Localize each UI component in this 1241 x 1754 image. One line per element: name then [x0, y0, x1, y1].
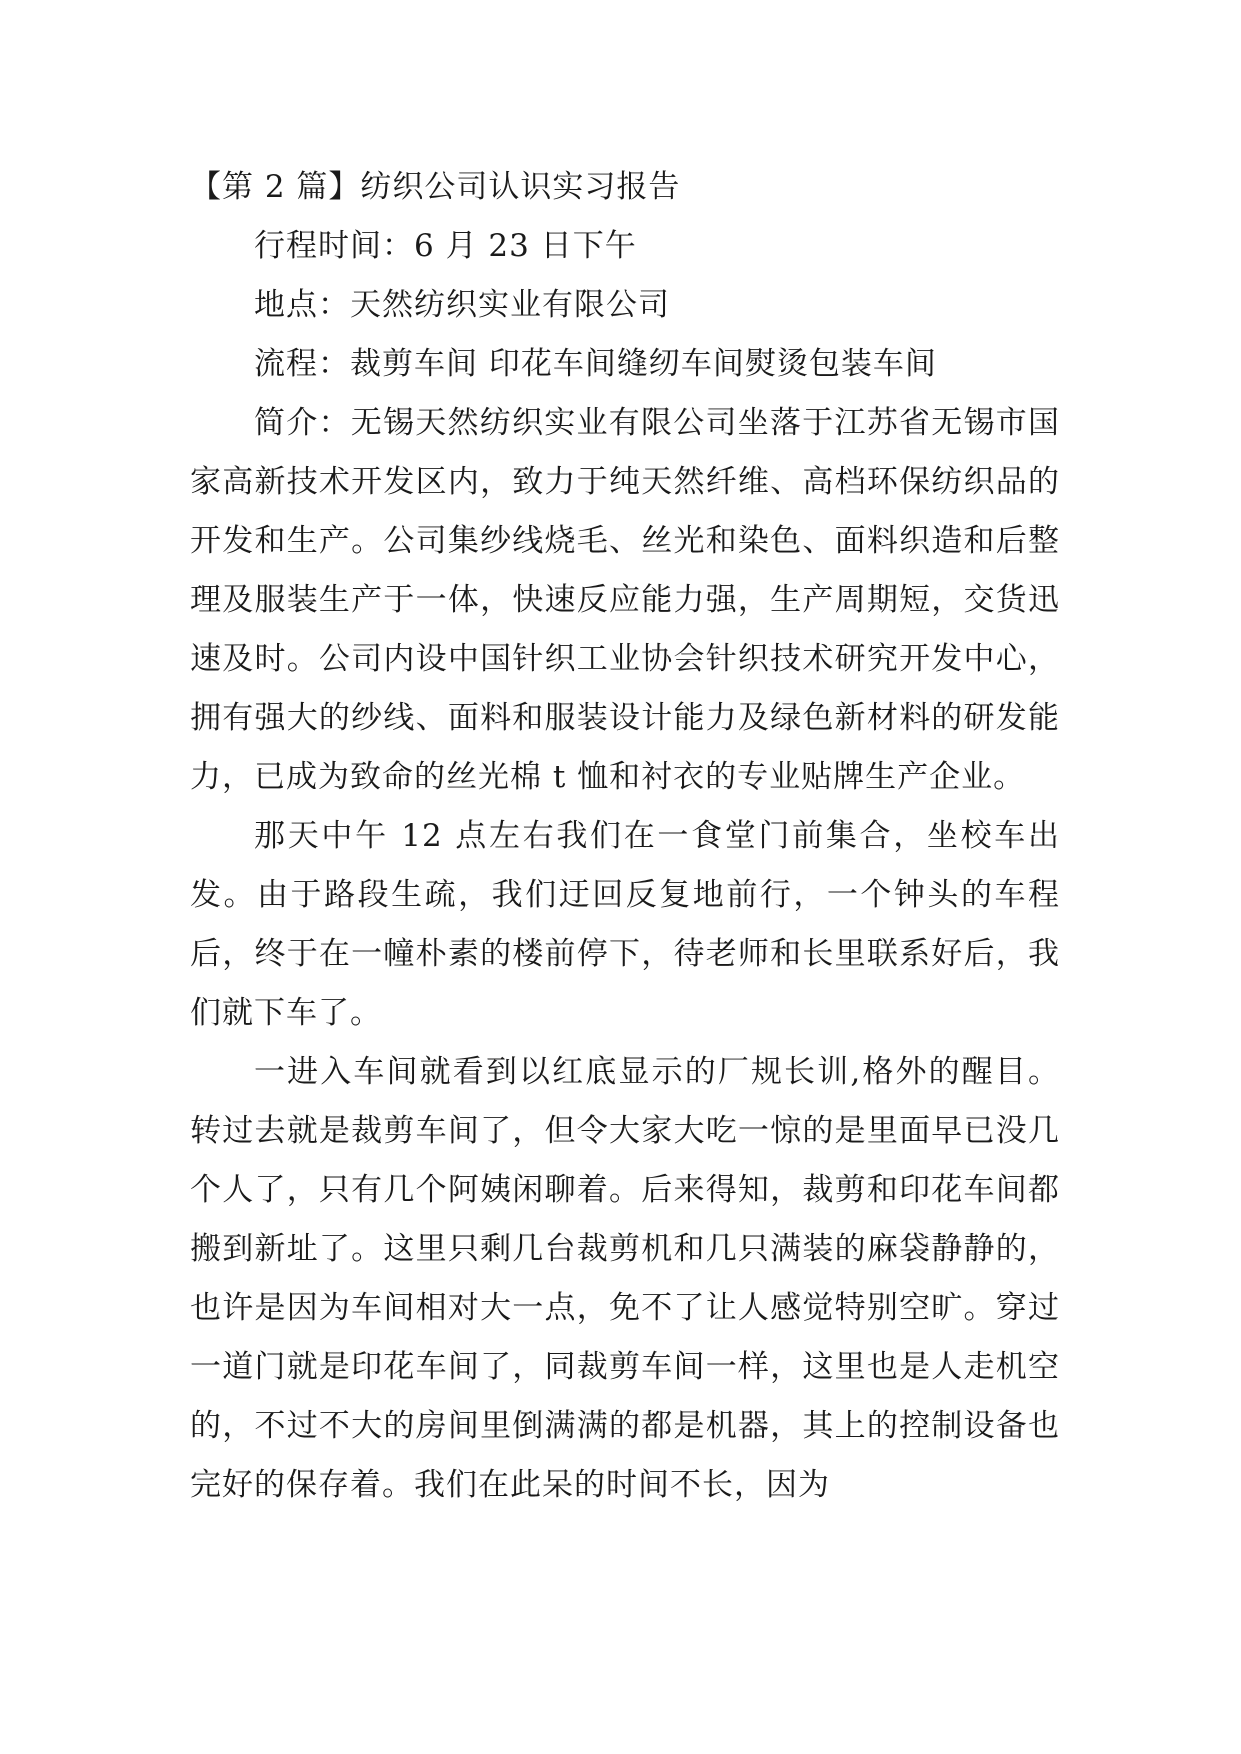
paragraph-location: 地点：天然纺织实业有限公司	[254, 287, 670, 323]
paragraph-company-intro: 简介：无锡天然纺织实业有限公司坐落于江苏省无锡市国家高新技术开发区内，致力于纯天然纤维、高档环保纺织品的开发和生产。公司集纱线烧毛、丝光和染色、面料织造和后整理及服装生产于一体，快速反应能力强，生产周期短，交货迅速及时。公司内设中国针织工业协会针织技术研究开发中心，拥有强大的纱线、面料和服装设计能力及绿色新材料的研发能力，已成为致命的丝光棉 t 恤和衬衣的专业贴牌生产企业。	[190, 405, 1060, 795]
document-title: 【第 2 篇】纺织公司认识实习报告	[190, 169, 681, 205]
paragraph-departure: 那天中午 12 点左右我们在一食堂门前集合，坐校车出发。由于路段生疏，我们迂回反复地前行，一个钟头的车程后，终于在一幢朴素的楼前停下，待老师和长里联系好后，我们就下车了。	[190, 818, 1060, 1031]
paragraph-schedule-time: 行程时间：6 月 23 日下午	[254, 228, 637, 264]
document-body	[190, 158, 1060, 1515]
paragraph-process-flow: 流程：裁剪车间 印花车间缝纫车间熨烫包装车间	[254, 346, 937, 382]
paragraph-workshop-visit: 一进入车间就看到以红底显示的厂规长训,格外的醒目。转过去就是裁剪车间了，但令大家大吃一惊的是里面早已没几个人了，只有几个阿姨闲聊着。后来得知，裁剪和印花车间都搬到新址了。这里只剩几台裁剪机和几只满装的麻袋静静的，也许是因为车间相对大一点，免不了让人感觉特别空旷。穿过一道门就是印花车间了，同裁剪车间一样，这里也是人走机空的，不过不大的房间里倒满满的都是机器，其上的控制设备也完好的保存着。我们在此呆的时间不长，因为	[190, 1054, 1060, 1503]
